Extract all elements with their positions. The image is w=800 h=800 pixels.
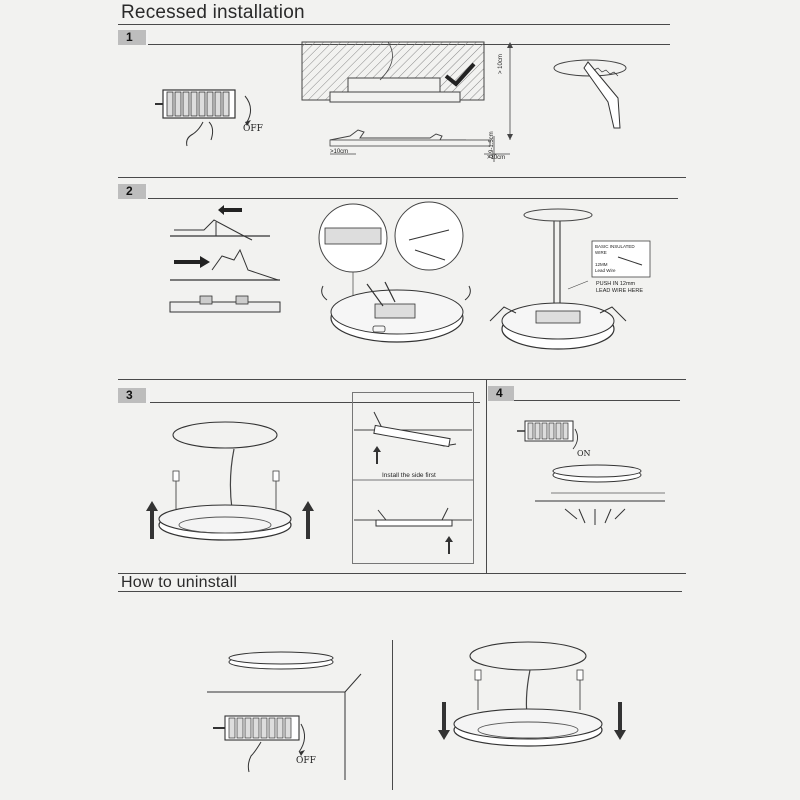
- step-2-callout-4: Lead Wire: [595, 268, 616, 273]
- step-1-dim-left: >10cm: [330, 149, 349, 155]
- step-2-rule: [148, 198, 678, 199]
- step-3-badge: 3: [118, 388, 146, 403]
- page-title: Recessed installation: [121, 2, 305, 23]
- uninstall-title: How to uninstall: [121, 574, 238, 591]
- step-1-saw-illustration: [550, 50, 660, 140]
- step-2-badge: 2: [118, 184, 146, 199]
- uninstall-rule: [118, 591, 682, 592]
- step-3-lamp-push-up: [140, 415, 310, 550]
- step-4-on-label: ON: [577, 449, 591, 458]
- step-2-callout-3: 12MM: [595, 262, 608, 267]
- step-3-side-detail-bottom: [352, 484, 474, 564]
- uninstall-divider: [392, 640, 393, 790]
- step-3-4-divider: [486, 379, 487, 573]
- step-2-push-2: LEAD WIRE HERE: [596, 288, 644, 294]
- uninstall-lamp-pull-down: [432, 640, 632, 775]
- step-1-dim-right: >10cm: [487, 155, 506, 161]
- step-1-dim-side: 0.9-1.5cm: [489, 131, 495, 158]
- step-1-badge: 1: [118, 30, 146, 45]
- step-1-dim-top: > 10cm: [498, 54, 504, 74]
- step-4-breaker-on: [515, 415, 665, 535]
- step-2-lamp-callout: [488, 205, 658, 355]
- step-4-rule: [514, 400, 680, 401]
- uninstall-off-label: OFF: [296, 756, 316, 766]
- uninstall-lamp-and-breaker: [205, 650, 390, 790]
- step-2-callout-1: BASIC INSULATED: [595, 244, 635, 249]
- step-3-top-rule: [118, 379, 686, 380]
- step-2-push-1: PUSH IN 12mm: [596, 281, 636, 287]
- step-1-breaker-illustration: [155, 82, 265, 152]
- step-3-side-detail-top: [352, 392, 474, 482]
- step-2-spring-clips: [160, 200, 290, 330]
- title-rule: [118, 24, 670, 25]
- step-2-callout-2: WIRE: [595, 250, 607, 255]
- step-3-side-label: Install the side first: [382, 472, 436, 479]
- step-2-top-rule: [118, 177, 686, 178]
- step-4-badge: 4: [488, 386, 514, 401]
- step-2-wiring-detail: [315, 200, 480, 360]
- step-1-off-label: OFF: [243, 124, 263, 134]
